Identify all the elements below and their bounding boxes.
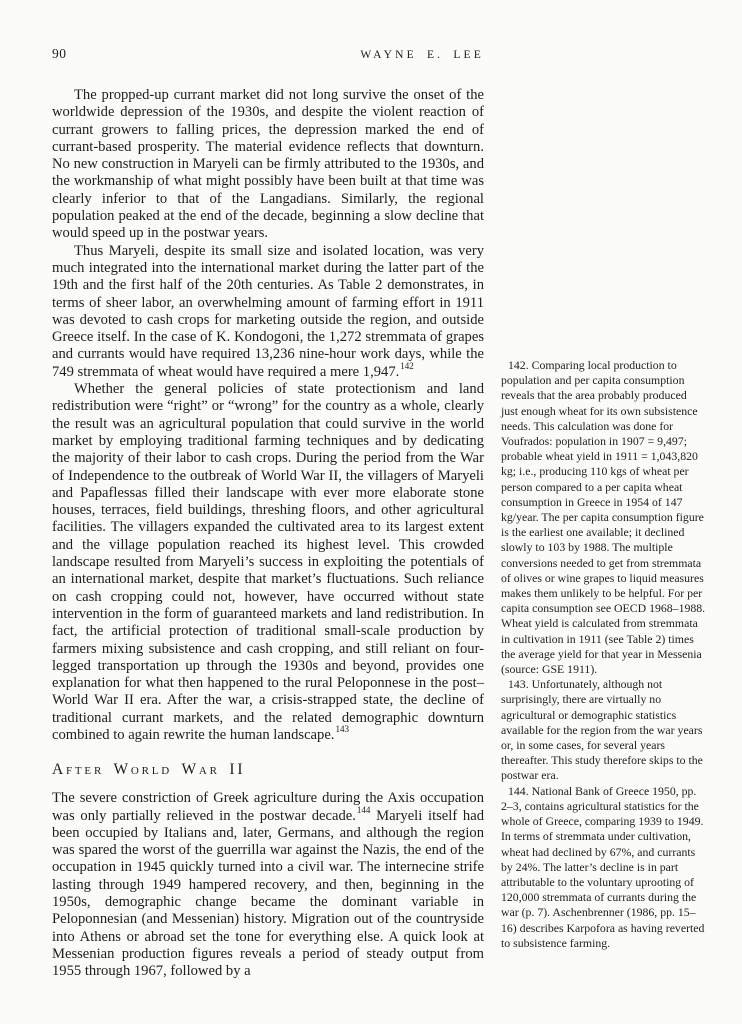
footnote-item: 143. Unfortunately, although not surprisingly, there are virtually no agricultural or demographic statistics available for the region from the war years or, in some cases, for several years thereafter. This study therefore skips to the postwar era. bbox=[501, 677, 703, 783]
section-heading: After World War II bbox=[52, 761, 246, 779]
footnote-number: 143. bbox=[508, 677, 532, 692]
running-head: WAYNE E. LEE bbox=[360, 49, 484, 61]
body-paragraph: The propped-up currant market did not long survive the onset of the worldwide depression of the 1930s, and despite the violent reaction of currant growers to falling prices, the depression marked the end of currant-based prosperity. The material evidence reflects that downturn. No new construction in Maryeli can be firmly attributed to the 1930s, and the workmanship of what might possibly have been built at that time was clearly inferior to that of the Langadians. Similarly, the regional population peaked at the end of the decade, beginning a slow decline that would speed up in the postwar years. bbox=[52, 87, 484, 242]
body-paragraph: The severe constriction of Greek agriculture during the Axis occupation was only partially relieved in the postwar decade.$^{144}$ Maryeli itself had been occupied by Italians and, later, Germans, and although the region was spared the worst of the guerrilla war against the Nazis, the end of the occupation in 1945 quickly turned into a civil war. The internecine strife lasting through 1949 hampered recovery, and then, beginning in the 1950s, demographic change became the dominant variable in Peloponnesian (and Messenian) history. Migration out of the countryside into Athens or abroad set the tone for everything else. A quick look at Messenian production figures reveals a period of steady output from 1955 through 1967, followed by a bbox=[52, 790, 484, 980]
page-header bbox=[52, 46, 484, 62]
footnotes-column bbox=[501, 358, 706, 951]
footnote-number: 144. bbox=[508, 783, 532, 798]
page-number: 90 bbox=[52, 46, 67, 61]
main-text-column bbox=[52, 87, 484, 981]
footnote-item: 142. Comparing local production to population and per capita consumption reveals that the area probably produced just enough wheat for its own subsistence needs. This calculation was done for Voufrados: population in 1907 = 9,497; probable wheat yield in 1911 = 1,043,820 kg; i.e., producing 110 kgs of wheat per person compared to a per capita wheat consumption in Greece in 1954 of 147 kg/year. The per capita consumption figure is the earliest one available; it declined slowly to 103 by 1988. The multiple conversions needed to get from stremmata of olives or wine grapes to liquid measures makes them unlikely to be helpful. For per capita consumption see OECD 1968–1988. Wheat yield is calculated from stremmata in cultivation in 1911 (see Table 2) times the average yield for that year in Messenia (source: GSE 1911). bbox=[501, 358, 706, 677]
body-paragraph: Thus Maryeli, despite its small size and isolated location, was very much integrated into the international market during the latter part of the 19th and the first half of the 20th centuries. As Table 2 demonstrates, in terms of sheer labor, an overwhelming amount of farming effort in 1911 was devoted to cash crops for marketing outside the region, and outside Greece itself. In the case of K. Kondogoni, the 1,272 stremmata of grapes and currants would have required 13,236 nine-hour work days, while the 749 stremmata of wheat would have required a mere 1,947.$^{142}$ bbox=[52, 242, 484, 380]
footnote-reference: 144 bbox=[356, 804, 371, 815]
footnote-item: 144. National Bank of Greece 1950, pp. 2–3, contains agricultural statistics for the whole of Greece, comparing 1939 to 1949. In terms of stremmata under cultivation, wheat had declined by 67%, and currants by 24%. The latter’s decline is in part attributable to the voluntary uprooting of 120,000 stremmata of currants during the war (p. 7). Aschenbrenner (1986, pp. 15–16) describes Karpofora as having reverted to subsistence farming. bbox=[501, 783, 705, 950]
footnote-reference: 143 bbox=[335, 724, 349, 735]
body-paragraph: Whether the general policies of state protectionism and land redistribution were “right” or “wrong” for the country as a whole, clearly the result was an agricultural population that could survive in the world market by employing traditional farming techniques and by dedicating the majority of their labor to cash crops. During the period from the War of Independence to the outbreak of World War II, the villagers of Maryeli and Papaflessas filled their landscape with ever more elaborate stone houses, terraces, field buildings, threshing floors, and other agricultural facilities. The villagers expanded the cultivated area to its largest extent and the village population reached its highest level. This crowded landscape resulted from Maryeli’s success in exploiting the potentials of an international market, despite that market’s fluctuations. Such reliance on cash cropping could not, however, have occurred without state intervention in the form of guaranteed markets and land redistribution. In fact, the artificial protection of traditional small-scale production by farmers mixing subsistence and cash cropping, and still reliant on four-legged transportation up through the 1930s and beyond, provides one explanation for what then happened to the rural Peloponnese in the post–World War II era. After the war, a crisis-strapped state, the decline of traditional currant markets, and the related demographic downturn combined to again rewrite the human landscape.$^{143}$ bbox=[52, 381, 484, 743]
body-paragraphs-after-heading bbox=[52, 790, 484, 980]
body-paragraphs bbox=[52, 87, 484, 744]
footnote-reference: 142 bbox=[400, 360, 414, 371]
footnote-number: 142. bbox=[508, 358, 532, 372]
